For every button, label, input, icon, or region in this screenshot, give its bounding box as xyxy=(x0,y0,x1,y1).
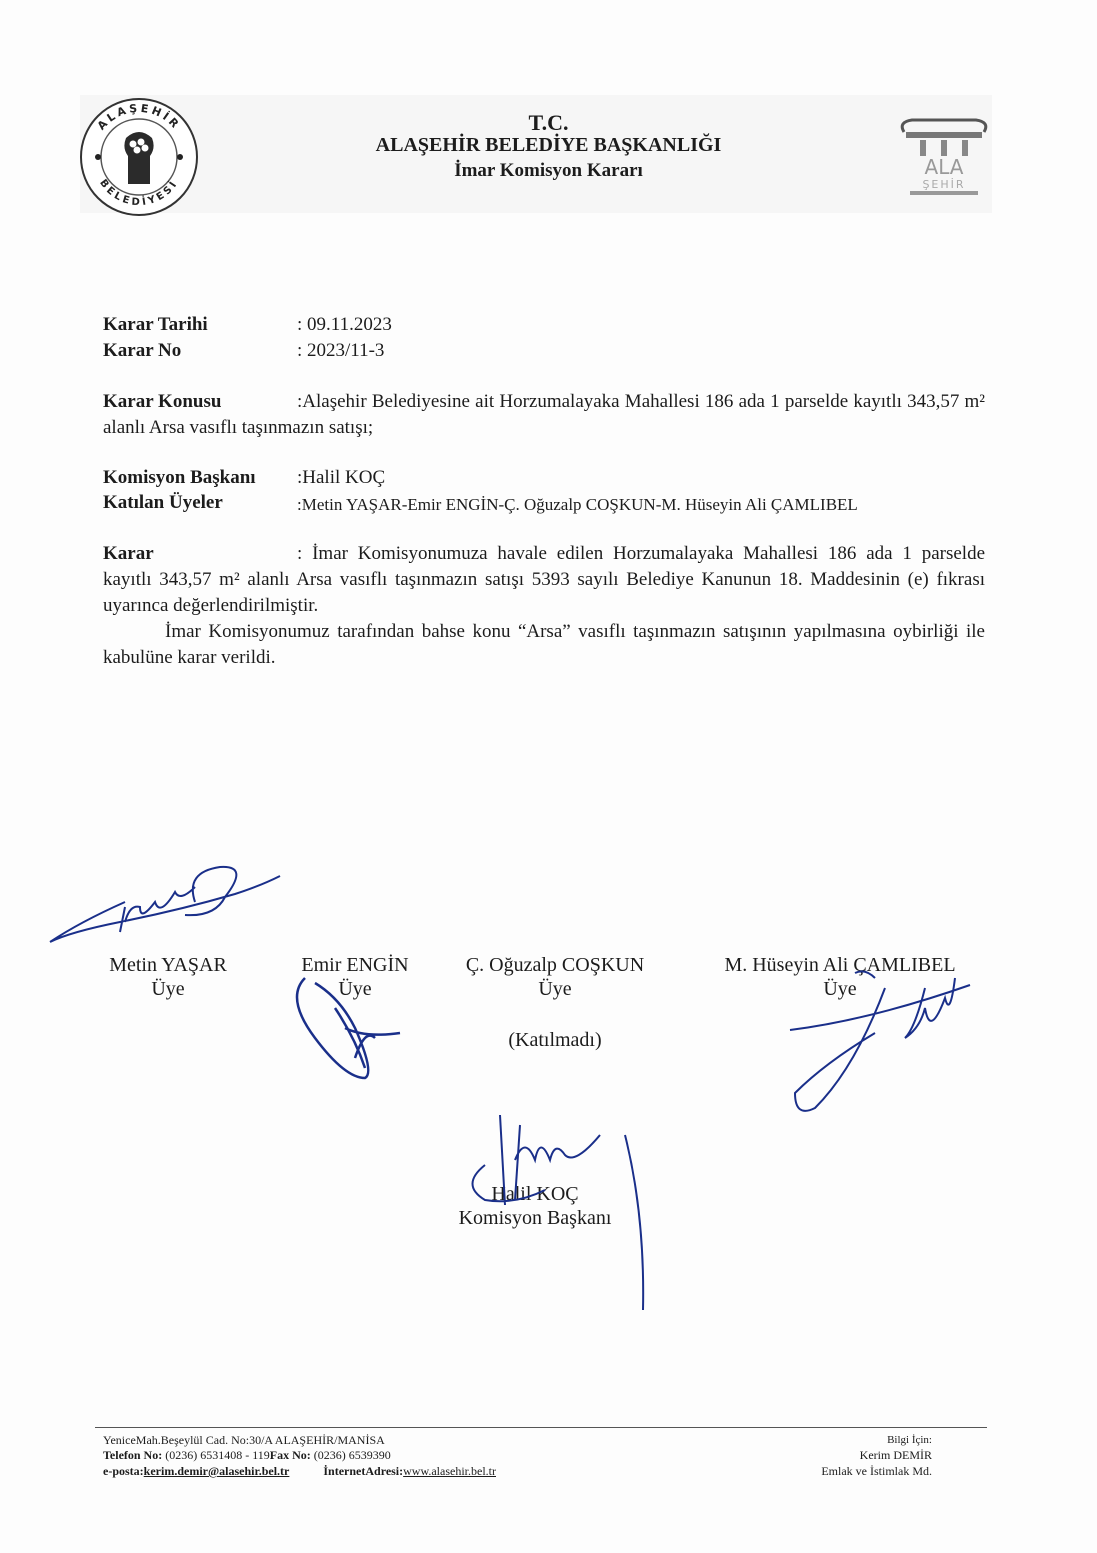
chair-value: :Halil KOÇ xyxy=(297,467,386,488)
signature-chair-drawing xyxy=(455,1105,645,1315)
header-tc: T.C. xyxy=(528,110,569,135)
signer-2-name: Emir ENGİN xyxy=(301,954,409,976)
footer-phone-line xyxy=(103,1447,391,1463)
signer-3-note: (Katılmadı) xyxy=(508,1029,602,1051)
footer-info-label: Bilgi İçin: xyxy=(887,1434,932,1446)
header-institution: ALAŞEHİR BELEDİYE BAŞKANLIĞI xyxy=(375,134,722,156)
footer-divider xyxy=(95,1427,987,1428)
decision-label: Karar xyxy=(103,543,154,564)
footer-phone-value: (0236) 6531408 - 119 xyxy=(162,1448,270,1462)
chair-signer-name: Halil KOÇ xyxy=(491,1183,579,1205)
decision-no-value: : 2023/11-3 xyxy=(297,340,385,361)
chair-label: Komisyon Başkanı xyxy=(103,467,256,488)
decision-para2: İmar Komisyonumuz tarafından bahse konu “Arsa” vasıflı taşınmazın satışının yapılmasına oybirliği ile kabulüne karar verildi. xyxy=(103,621,985,668)
footer-contact-line xyxy=(103,1463,496,1479)
subject-label: Karar Konusu xyxy=(103,391,222,412)
signer-1-name: Metin YAŞAR xyxy=(109,954,227,976)
signature-2-drawing xyxy=(285,968,425,1088)
footer-web-label: İnternetAdresi: xyxy=(323,1464,404,1478)
decision-no-label: Karar No xyxy=(103,340,182,361)
logo-text: ALA xyxy=(924,155,964,179)
members-label: Katılan Üyeler xyxy=(103,492,223,513)
footer-address: YeniceMah.Beşeylül Cad. No:30/A ALAŞEHİR/MANİSA xyxy=(103,1433,385,1447)
footer-info-dept: Emlak ve İstimlak Md. xyxy=(821,1464,932,1478)
seal-bottom-text: BELEDİYESİ xyxy=(97,177,181,209)
signer-3-name: Ç. Oğuzalp COŞKUN xyxy=(465,954,645,976)
date-value: : 09.11.2023 xyxy=(297,314,392,335)
chair-signer-role: Komisyon Başkanı xyxy=(458,1207,612,1229)
date-label: Karar Tarihi xyxy=(103,314,208,335)
decision-para1: : İmar Komisyonumuza havale edilen Horzumalayaka Mahallesi 186 ada 1 parselde kayıtlı 343,57 m² alanlı Arsa vasıflı taşınmazın satışı 5393 sayılı Belediye Kanunun 18. Maddesinin (e) fıkrası uyarınca değerlendirilmiştir. xyxy=(103,543,985,616)
footer-email-label: e-posta: xyxy=(103,1464,144,1478)
signature-4-drawing xyxy=(785,968,985,1118)
footer-fax-value: (0236) 6539390 xyxy=(310,1448,391,1462)
header-document-type: İmar Komisyon Kararı xyxy=(454,160,643,181)
signer-4-name: M. Hüseyin Ali ÇAMLIBEL xyxy=(724,954,956,976)
footer-phone-label: Telefon No: xyxy=(103,1448,163,1462)
signer-1-role: Üye xyxy=(151,978,185,1000)
subject-block xyxy=(103,389,985,441)
signer-4-role: Üye xyxy=(823,978,857,1000)
seal-top-text: ALAŞEHİR xyxy=(94,101,184,133)
footer-fax-label: Fax No: xyxy=(269,1448,311,1462)
footer-info-name: Kerim DEMİR xyxy=(859,1448,932,1462)
subject-text: :Alaşehir Belediyesine ait Horzumalayaka Mahallesi 186 ada 1 parselde kayıtlı 343,57 m² alanlı Arsa vasıflı taşınmazın satışı; xyxy=(103,391,985,438)
signer-3-role: Üye xyxy=(538,978,572,1000)
signer-2-role: Üye xyxy=(338,978,372,1000)
footer-email-link[interactable]: kerim.demir@alasehir.bel.tr xyxy=(143,1464,290,1478)
footer-web-link[interactable]: www.alasehir.bel.tr xyxy=(403,1464,496,1478)
signature-1-drawing xyxy=(45,862,275,952)
members-value: :Metin YAŞAR-Emir ENGİN-Ç. Oğuzalp COŞKUN-M. Hüseyin Ali ÇAMLIBEL xyxy=(297,495,858,514)
logo-subtext: ŞEHİR xyxy=(922,178,966,191)
decision-block xyxy=(103,541,985,619)
